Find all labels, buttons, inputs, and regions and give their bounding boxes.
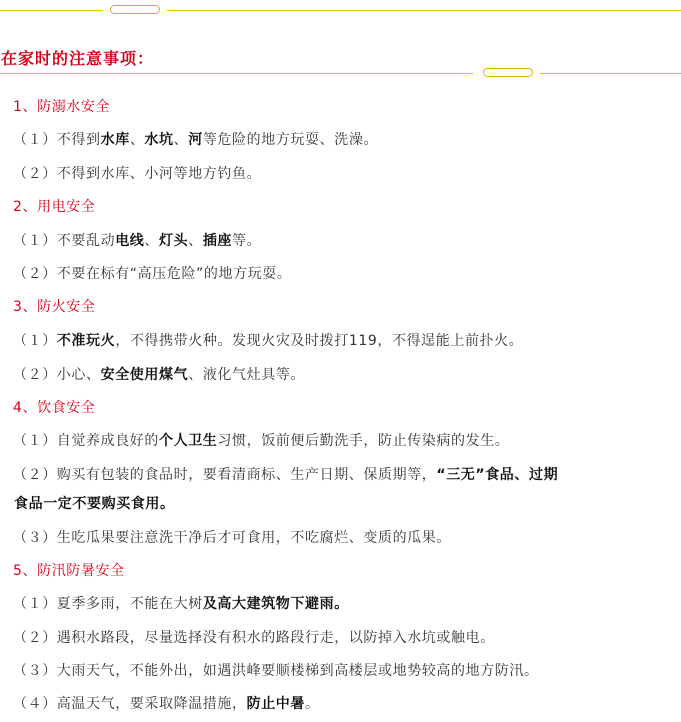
- section-heading: 4、饮食安全: [13, 400, 96, 416]
- list-item: （２）小心、安全使用煤气、液化气灶具等。: [13, 367, 306, 383]
- section-heading: 2、用电安全: [13, 199, 96, 215]
- divider-line-left: [0, 73, 473, 74]
- section-heading: 5、防汛防暑安全: [13, 563, 125, 579]
- list-item: （１）不准玩火，不得携带火种。发现火灾及时拨打119，不得逞能上前扑火。: [13, 333, 524, 349]
- page-title: 在家时的注意事项：: [1, 49, 155, 68]
- list-item: （３）生吃瓜果要注意洗干净后才可食用，不吃腐烂、变质的瓜果。: [13, 530, 451, 546]
- list-item: （１）自觉养成良好的个人卫生习惯，饭前便后勤洗手，防止传染病的发生。: [13, 433, 510, 449]
- list-item: （２）不要在标有“高压危险”的地方玩耍。: [13, 266, 292, 282]
- list-item: （２）不得到水库、小河等地方钓鱼。: [13, 166, 262, 182]
- list-item: （３）大雨天气，不能外出，如遇洪峰要顺楼梯到高楼层或地势较高的地方防汛。: [13, 663, 539, 679]
- section-heading: 3、防火安全: [13, 299, 96, 315]
- divider-line-right: [167, 10, 681, 11]
- divider-pill: [110, 5, 160, 14]
- list-item-continuation: 食品一定不要购买食用。: [14, 496, 175, 512]
- divider-pill: [483, 68, 533, 77]
- top-divider: [0, 5, 681, 17]
- list-item: （１）夏季多雨，不能在大树及高大建筑物下避雨。: [13, 596, 349, 612]
- list-item: （１）不得到水库、水坑、河等危险的地方玩耍、洗澡。: [13, 132, 379, 148]
- title-divider: [0, 68, 681, 80]
- list-item: （２）遇积水路段，尽量选择没有积水的路段行走，以防掉入水坑或触电。: [13, 630, 495, 646]
- list-item: （４）高温天气，要采取降温措施，防止中暑。: [13, 696, 320, 712]
- divider-line-left: [0, 10, 103, 11]
- section-heading: 1、防溺水安全: [13, 99, 111, 115]
- divider-line-right: [540, 73, 681, 74]
- list-item: （２）购买有包装的食品时，要看清商标、生产日期、保质期等，“三无”食品、过期: [13, 467, 559, 483]
- list-item: （１）不要乱动电线、灯头、插座等。: [13, 233, 262, 249]
